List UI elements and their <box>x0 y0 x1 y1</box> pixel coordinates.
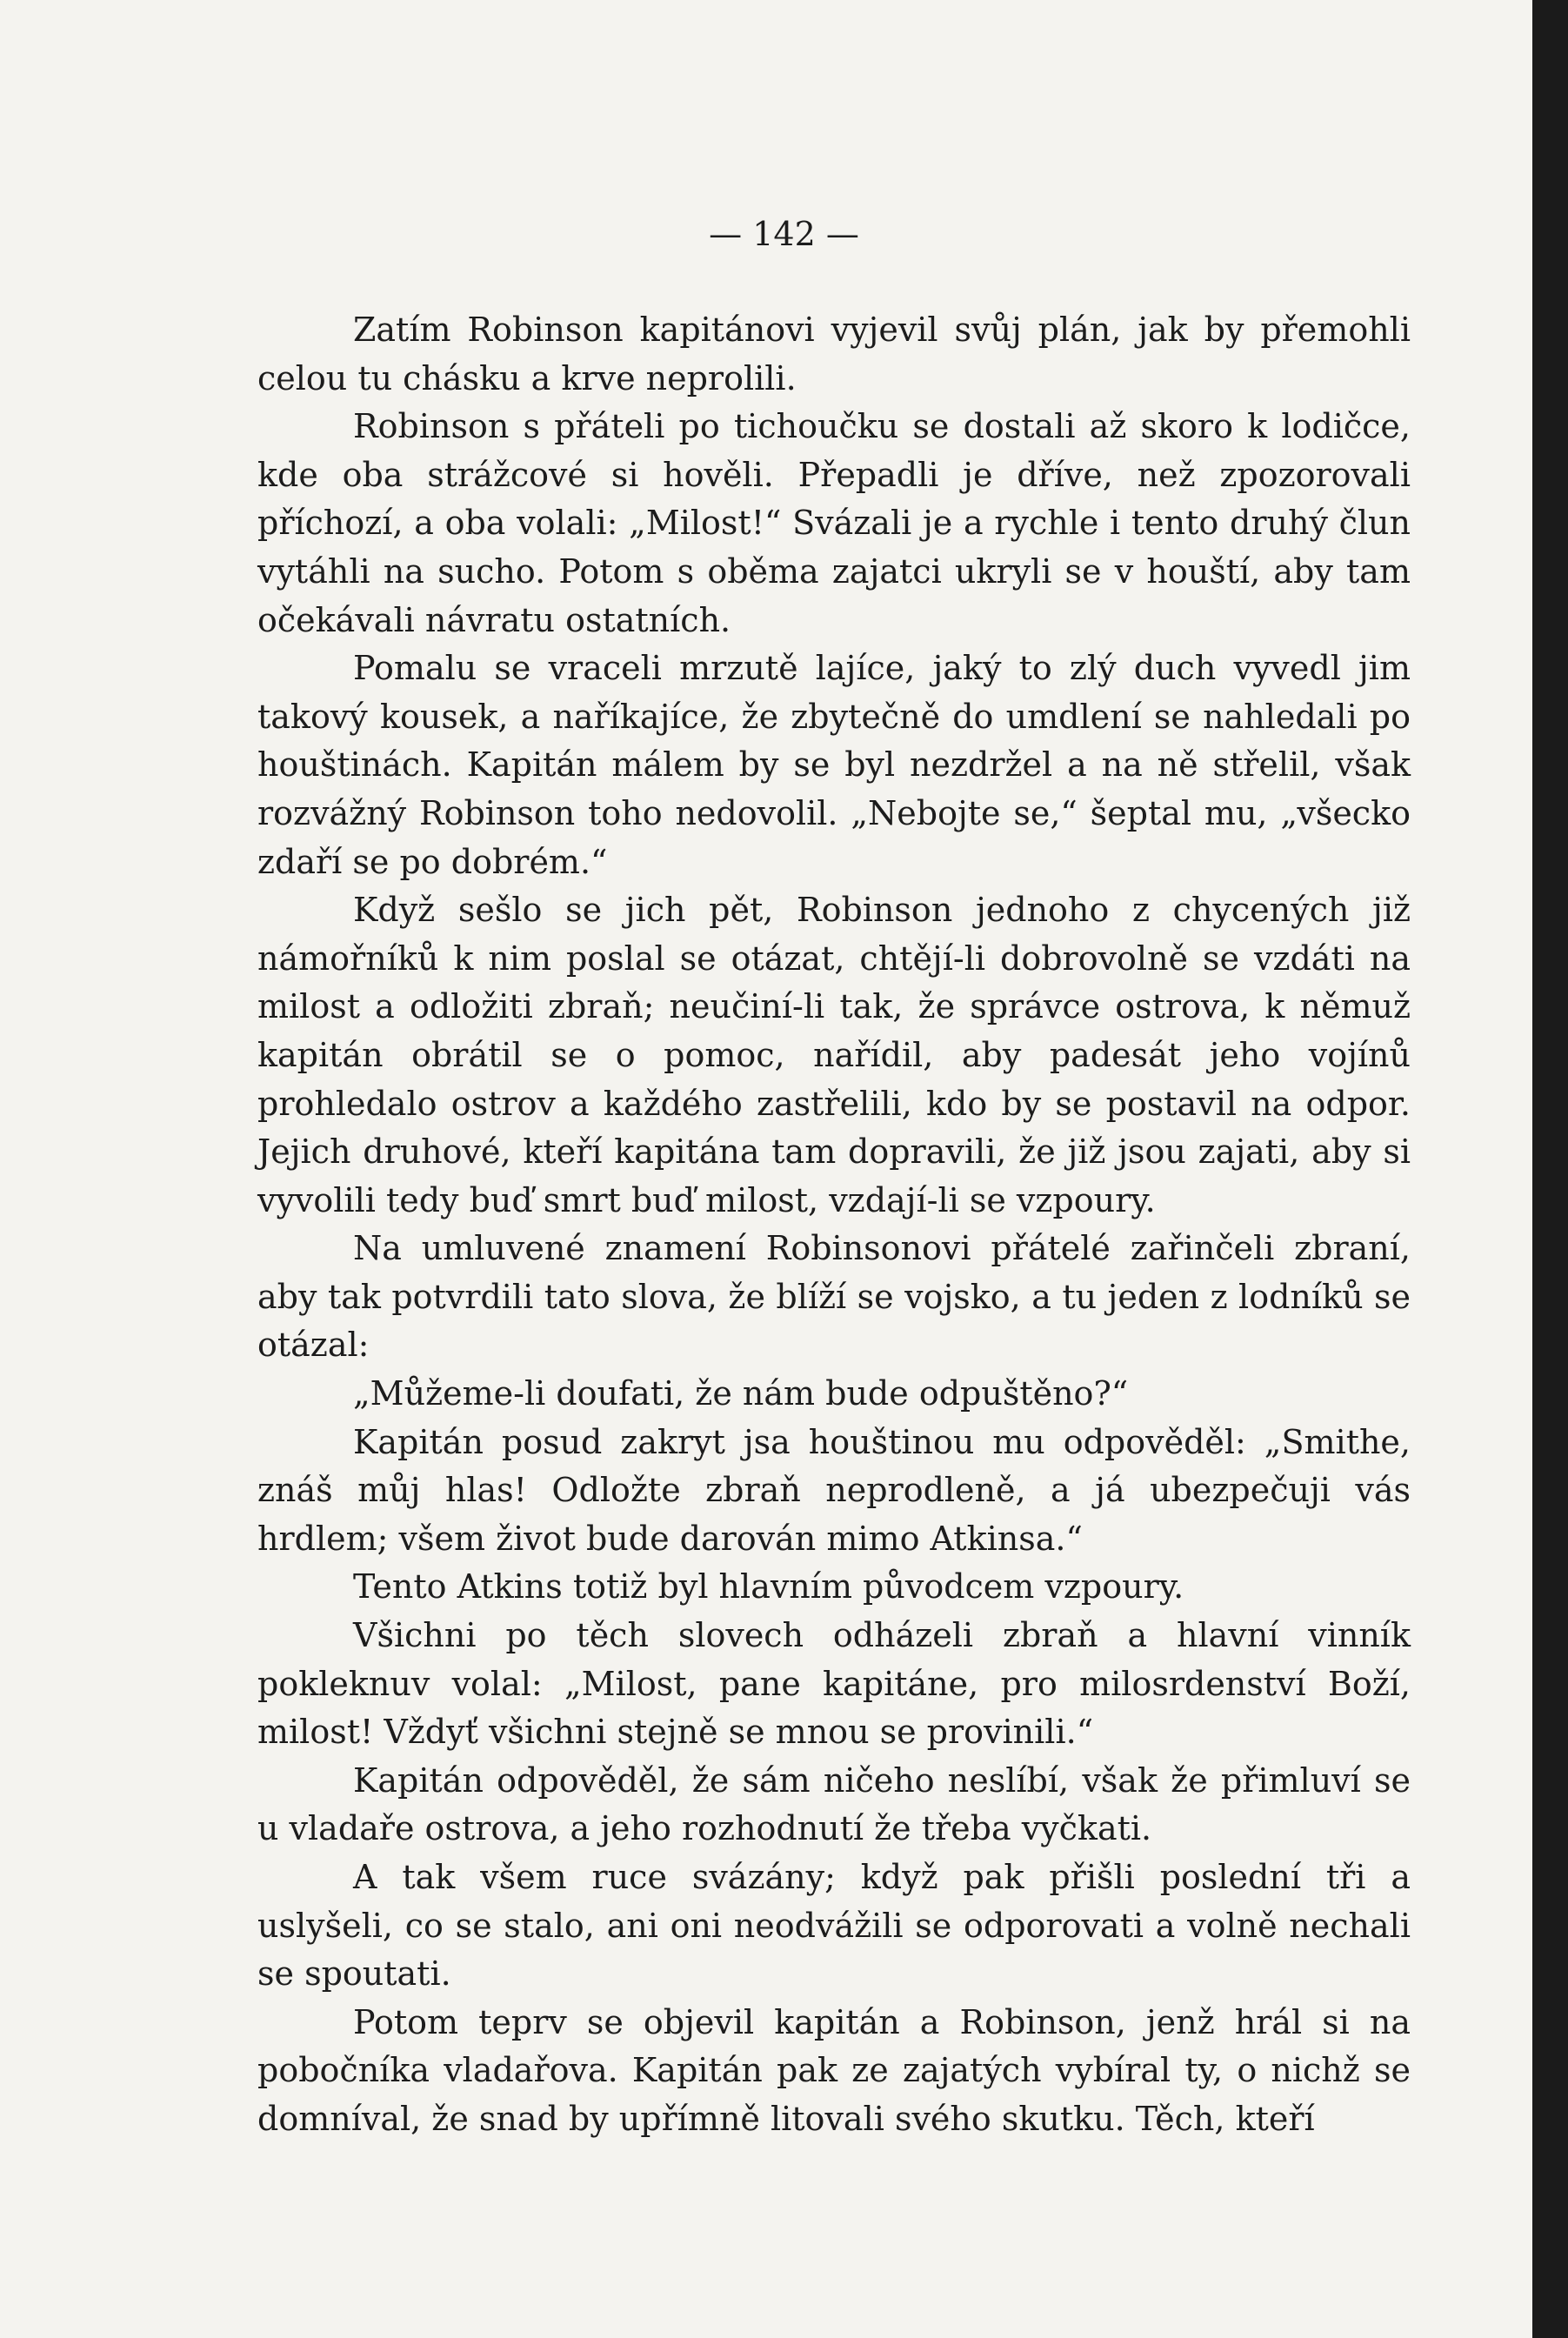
paragraph: Tento Atkins totiž byl hlavním původcem vzpoury. <box>353 1567 1184 1607</box>
paragraph: Pomalu se vraceli mrzutě lajíce, jaký to zlý duch vyvedl jim takový kousek, a naříkajíce, že zbytečně do umdlení se nahledali po houštinách. Kapitán málem by se byl nezdržel a na ně střelil, však rozvážný Robinson toho nedovolil. „Nebojte se,“ šeptal mu, „všecko zdaří se po dobrém.“ <box>257 649 1411 881</box>
scan-dark-edge <box>1532 0 1568 2338</box>
paragraph: Zatím Robinson kapitánovi vyjevil svůj plán, jak by přemohli celou tu chásku a krve neprolili. <box>257 311 1411 397</box>
page-number: — 142 — <box>709 215 859 253</box>
paragraph: Všichni po těch slovech odházeli zbraň a hlavní vinník pokleknuv volal: „Milost, pane kapitáne, pro milosrdenství Boží, milost! Vždyť všichni stejně se mnou se provinili.“ <box>257 1616 1411 1752</box>
paragraph: Robinson s přáteli po tichoučku se dostali až skoro k lodičce, kde oba strážcové si hověli. Přepadli je dříve, než zpozorovali příchozí, a oba volali: „Milost!“ Svázali je a rychle i tento druhý člun vytáhli na sucho. Potom s oběma zajatci ukryli se v houští, aby tam očekávali návratu ostatních. <box>257 407 1411 639</box>
paragraph: Potom teprv se objevil kapitán a Robinson, jenž hrál si na pobočníka vladařova. Kapitán pak ze zajatých vybíral ty, o nichž se domníval, že snad by upřímně litovali svého skutku. Těch, kteří <box>257 2002 1411 2138</box>
paragraph: Kapitán posud zakryt jsa houštinou mu odpověděl: „Smithe, znáš můj hlas! Odložte zbraň neprodleně, a já ubezpečuji vás hrdlem; všem život bude darován mimo Atkinsa.“ <box>257 1422 1411 1558</box>
paragraph: Na umluvené znamení Robinsonovi přátelé zařinčeli zbraní, aby tak potvrdili tato slova, že blíží se vojsko, a tu jeden z lodníků se otázal: <box>257 1229 1411 1365</box>
paragraph: Kapitán odpověděl, že sám ničeho neslíbí, však že přimluví se u vladaře ostrova, a jeho rozhodnutí že třeba vyčkati. <box>257 1760 1411 1848</box>
paragraph: A tak všem ruce svázány; když pak přišli poslední tři a uslyšeli, co se stalo, ani oni neodvážili se odporovati a volně nechali se spoutati. <box>257 1858 1411 1994</box>
body-text <box>257 306 1411 2144</box>
paragraph: „Můžeme-li doufati, že nám bude odpuštěno?“ <box>353 1374 1129 1413</box>
paragraph: Když sešlo se jich pět, Robinson jednoho z chycených již námořníků k nim poslal se otázat, chtějí-li dobrovolně se vzdáti na milost a odložiti zbraň; neučiní-li tak, že správce ostrova, k němuž kapitán obrátil se o pomoc, nařídil, aby padesát jeho vojínů prohledalo ostrov a každého zastřelili, kdo by se postavil na odpor. Jejich druhové, kteří kapitána tam dopravili, že již jsou zajati, aby si vyvolili tedy buď smrt buď milost, vzdají-li se vzpoury. <box>257 891 1411 1219</box>
